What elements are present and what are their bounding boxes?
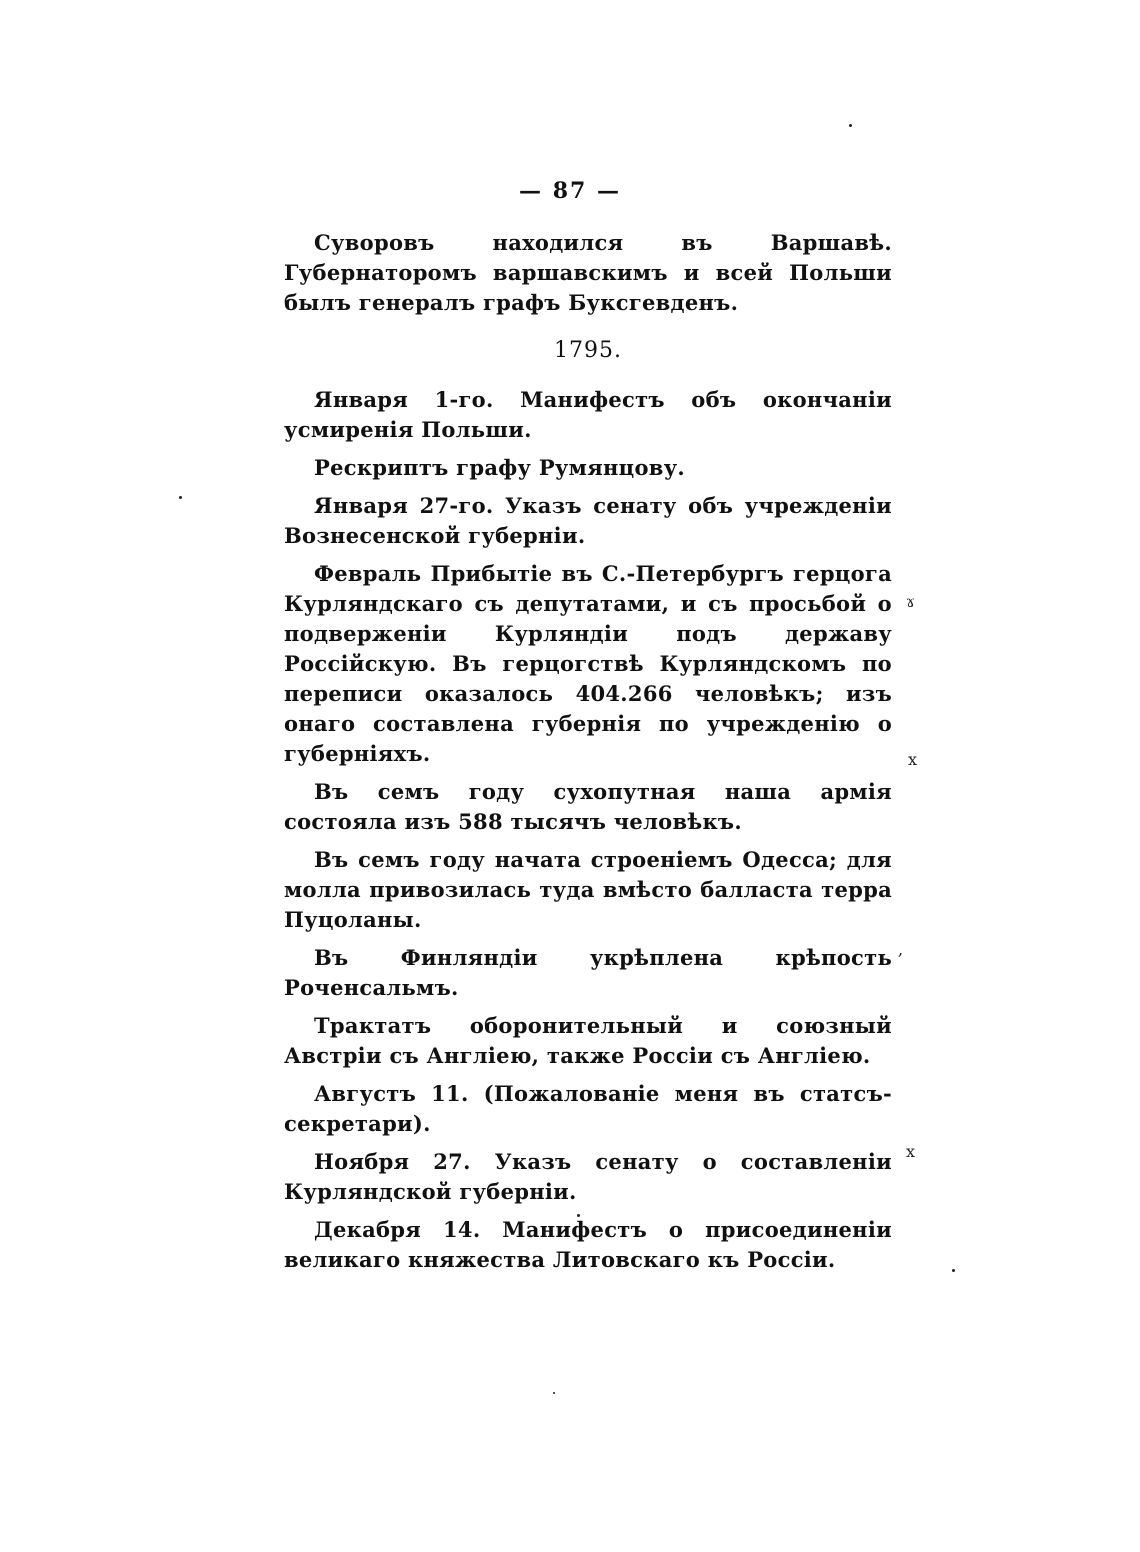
margin-annotation-mark: ɤ — [906, 592, 916, 611]
margin-annotation-mark: , — [898, 940, 904, 959]
entry-paragraph: Въ Финляндіи укрѣплена крѣпость Роченсальмъ. — [284, 945, 892, 1000]
margin-annotation-mark: x — [908, 750, 918, 769]
entry-paragraph: Декабря 14. Манифестъ о присоединеніи великаго княжества Литовскаго къ Россіи. — [284, 1217, 892, 1272]
margin-annotation-mark: x — [906, 1142, 916, 1161]
text-body — [284, 228, 892, 1283]
entry-paragraph: Рескриптъ графу Румянцову. — [314, 455, 686, 480]
entry-paragraph: Января 27-го. Указъ сенату объ учрежденіи Вознесенской губерніи. — [284, 493, 892, 548]
entry-paragraph: Ноября 27. Указъ сенату о составленіи Курляндской губерніи. — [284, 1149, 892, 1204]
entry-paragraph: Августъ 11. (Пожалованіе меня въ статсъ-секретари). — [284, 1081, 892, 1136]
page-number: — 87 — — [519, 178, 621, 204]
intro-paragraph: Суворовъ находился въ Варшавѣ. Губернаторомъ варшавскимъ и всей Польши былъ генералъ графъ Буксгевденъ. — [284, 230, 892, 315]
scan-speck — [577, 1214, 580, 1217]
entry-paragraph: Трактатъ оборонительный и союзный Австріи съ Англіею, также Россіи съ Англіею. — [284, 1013, 892, 1068]
scan-speck — [179, 496, 182, 499]
entry-paragraph: Въ семъ году сухопутная наша армія состояла изъ 588 тысячъ человѣкъ. — [284, 779, 892, 834]
entry-paragraph: Января 1-го. Манифестъ объ окончаніи усмиренія Польши. — [284, 387, 892, 442]
entry-paragraph: Въ семъ году начата строеніемъ Одесса; для молла привозилась туда вмѣсто балласта терра Пуцоланы. — [284, 847, 892, 932]
scan-speck — [553, 1392, 555, 1394]
year-heading: 1795. — [554, 338, 622, 363]
scan-speck — [849, 124, 852, 127]
entry-paragraph: Февраль Прибытіе въ С.-Петербургъ герцога Курляндскаго съ депутатами, и съ просьбой о подверженіи Курляндіи подъ державу Россійскую. Въ герцогствѣ Курляндскомъ по переписи оказалось 404.266 человѣкъ; изъ онаго составлена губернія по учрежденію о губерніяхъ. — [284, 561, 892, 766]
scan-speck — [952, 1269, 955, 1272]
